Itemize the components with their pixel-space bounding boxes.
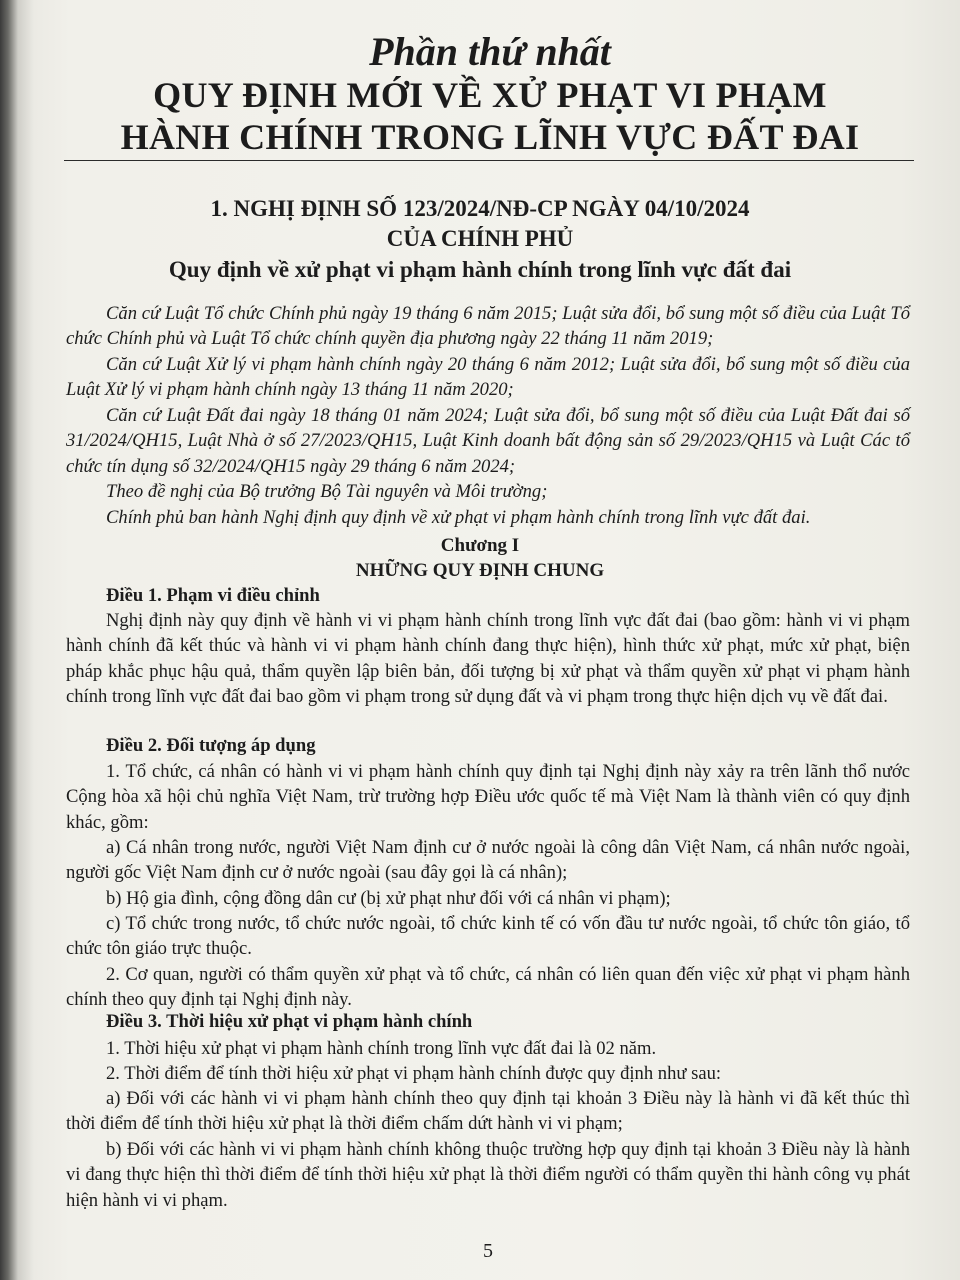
preamble-paragraph: Căn cứ Luật Đất đai ngày 18 tháng 01 năm 2024; Luật sửa đổi, bổ sung một số điều của Luật Đất đai số 31/2024/QH15, Luật Nhà ở số 27/2023/QH15, Luật Kinh doanh bất động sản số 29/2023/QH15 và Luật Các tổ chức tín dụng số 32/2024/QH15 ngày 29 tháng 6 năm 2024;: [66, 405, 910, 477]
article-2-clause: 2. Cơ quan, người có thẩm quyền xử phạt và tổ chức, cá nhân có liên quan đến việc xử phạt vi phạm hành chính theo quy định tại Nghị định này.: [66, 964, 910, 1011]
article-3-heading: Điều 3. Thời hiệu xử phạt vi phạm hành chính: [106, 1011, 473, 1032]
part-title: Phần thứ nhất: [369, 29, 611, 74]
article-2-clause: a) Cá nhân trong nước, người Việt Nam định cư ở nước ngoài là công dân Việt Nam, cá nhân nước ngoài, người gốc Việt Nam định cư ở nước ngoài (sau đây gọi là cá nhân);: [66, 837, 910, 884]
main-title-line-2: HÀNH CHÍNH TRONG LĨNH VỰC ĐẤT ĐAI: [120, 117, 860, 157]
article-2-heading: Điều 2. Đối tượng áp dụng: [106, 735, 316, 756]
article-3-clause: a) Đối với các hành vi vi phạm hành chính theo quy định tại khoản 3 Điều này là hành vi đã kết thúc thì thời điểm để tính thời hiệu xử phạt là thời điểm chấm dứt hành vi vi phạm;: [66, 1088, 910, 1135]
preamble-paragraph: Căn cứ Luật Xử lý vi phạm hành chính ngày 20 tháng 6 năm 2012; Luật sửa đổi, bổ sung một số điều của Luật Xử lý vi phạm hành chính ngày 13 tháng 11 năm 2020;: [66, 354, 910, 401]
chapter-title: NHỮNG QUY ĐỊNH CHUNG: [355, 560, 605, 581]
title-divider: [64, 160, 914, 161]
chapter-number: Chương I: [440, 535, 520, 556]
article-3-clause: 1. Thời hiệu xử phạt vi phạm hành chính trong lĩnh vực đất đai là 02 năm.: [106, 1038, 657, 1059]
article-2-clause: c) Tổ chức trong nước, tổ chức nước ngoài, tổ chức kinh tế có vốn đầu tư nước ngoài, tổ chức tôn giáo, tổ chức tôn giáo trực thuộc.: [66, 913, 910, 960]
decree-subject-line: Quy định về xử phạt vi phạm hành chính trong lĩnh vực đất đai: [168, 257, 792, 282]
article-3-clause: 2. Thời điểm để tính thời hiệu xử phạt vi phạm hành chính được quy định như sau:: [106, 1063, 722, 1084]
preamble-paragraph: Chính phủ ban hành Nghị định quy định về xử phạt vi phạm hành chính trong lĩnh vực đất đai.: [106, 507, 811, 528]
page-number: 5: [483, 1240, 493, 1262]
article-1-heading: Điều 1. Phạm vi điều chỉnh: [106, 585, 320, 606]
article-2-clause: 1. Tổ chức, cá nhân có hành vi vi phạm hành chính quy định tại Nghị định này xảy ra trên lãnh thổ nước Cộng hòa xã hội chủ nghĩa Việt Nam, trừ trường hợp Điều ước quốc tế mà Việt Nam là thành viên có quy định khác, gồm:: [66, 761, 910, 833]
decree-number-line: 1. NGHỊ ĐỊNH SỐ 123/2024/NĐ-CP NGÀY 04/10/2024: [210, 196, 750, 221]
preamble-paragraph: Căn cứ Luật Tổ chức Chính phủ ngày 19 tháng 6 năm 2015; Luật sửa đổi, bổ sung một số điều của Luật Tổ chức Chính phủ và Luật Tổ chức chính quyền địa phương ngày 22 tháng 11 năm 2019;: [66, 303, 910, 350]
article-3-clause: b) Đối với các hành vi vi phạm hành chính không thuộc trường hợp quy định tại khoản 3 Điều này là hành vi đang thực hiện thì thời điểm để tính thời hiệu xử phạt là thời điểm người có thẩm quyền thi hành công vụ phát hiện hành vi vi phạm.: [66, 1139, 910, 1211]
decree-issuer-line: CỦA CHÍNH PHỦ: [386, 226, 574, 251]
article-1-text: Nghị định này quy định về hành vi vi phạm hành chính trong lĩnh vực đất đai (bao gồm: hành vi vi phạm hành chính đã kết thúc và hành vi vi phạm hành chính đang thực hiện), hình thức xử phạt, mức xử phạt, biện pháp khắc phục hậu quả, thẩm quyền lập biên bản, đối tượng bị xử phạt và thẩm quyền xử phạt vi phạm hành chính trong lĩnh vực đất đai bao gồm vi phạm trong sử dụng đất và vi phạm trong thực hiện dịch vụ về đất đai.: [66, 610, 910, 708]
main-title-line-1: QUY ĐỊNH MỚI VỀ XỬ PHẠT VI PHẠM: [153, 75, 827, 115]
article-2-clause: b) Hộ gia đình, cộng đồng dân cư (bị xử phạt như đối với cá nhân vi phạm);: [106, 888, 671, 909]
preamble-paragraph: Theo đề nghị của Bộ trưởng Bộ Tài nguyên và Môi trường;: [106, 481, 548, 502]
